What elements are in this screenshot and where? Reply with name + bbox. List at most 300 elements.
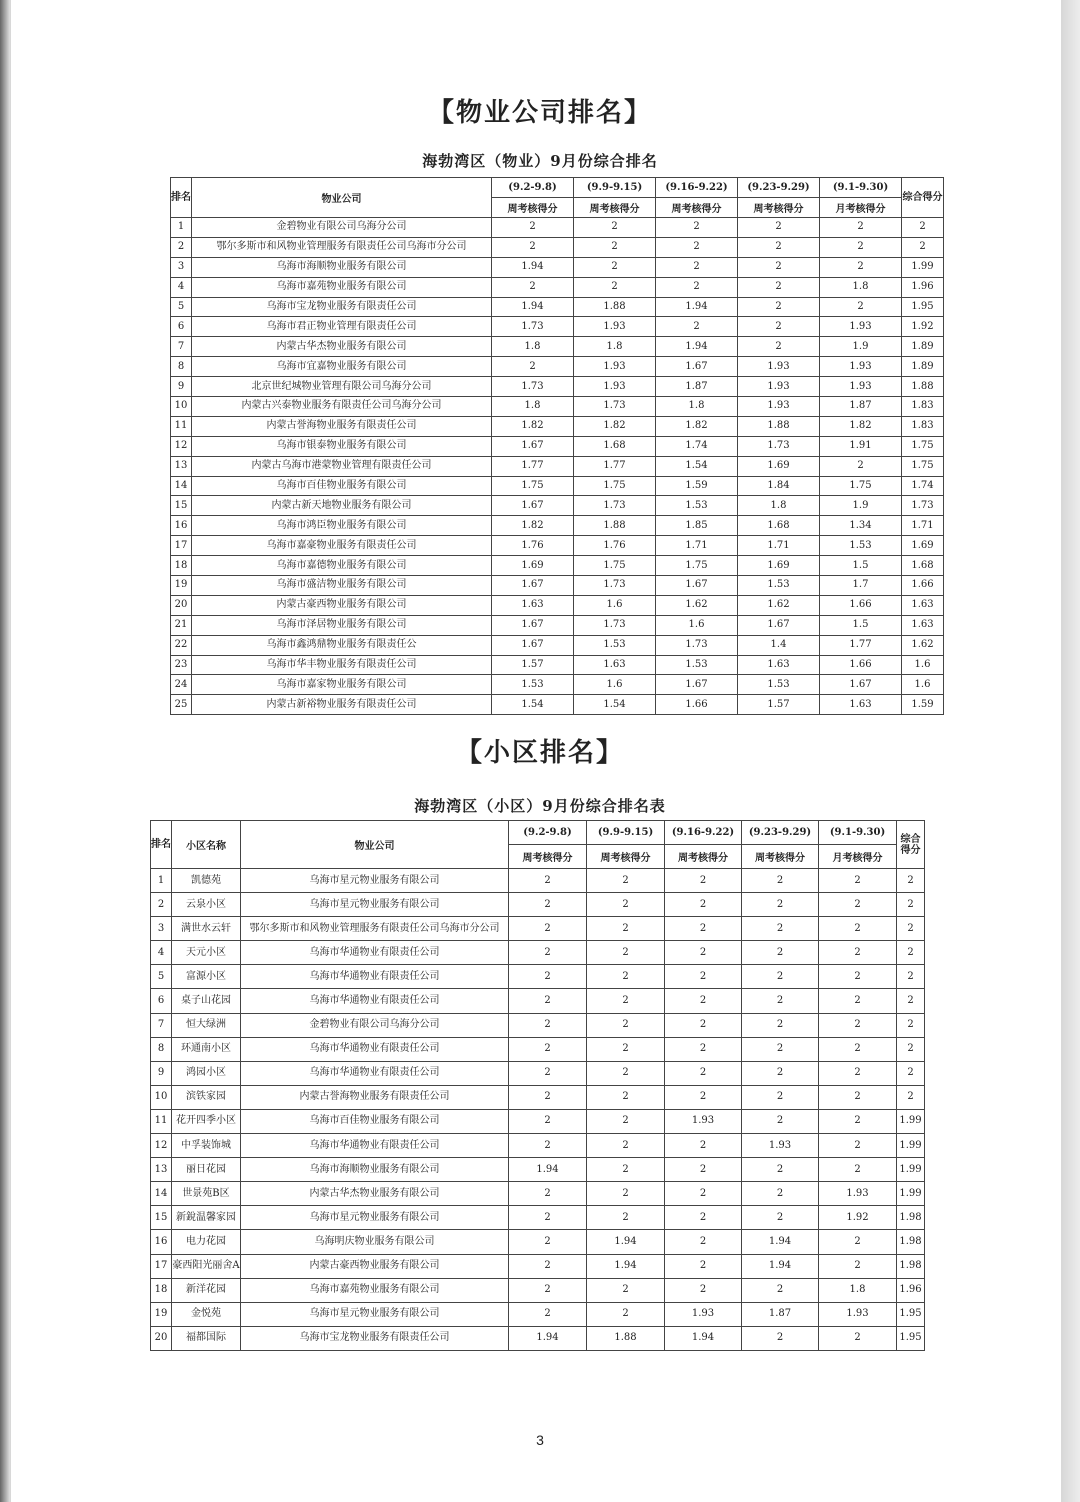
table-cell: 2 [492,277,574,297]
table-cell: 1.93 [819,1182,897,1206]
table-cell: 2 [819,1230,897,1254]
table-cell: 1.76 [492,536,574,556]
table-cell: 1.89 [902,357,944,377]
table-cell: 1.63 [574,655,656,675]
table-cell: 2 [509,917,587,941]
table-cell: 乌海市银泰物业服务有限公司 [192,436,492,456]
table-cell: 2 [819,1109,897,1133]
table-cell: 13 [171,456,192,476]
table-cell: 1.57 [738,695,820,715]
table-cell: 1.99 [897,1158,925,1182]
table-cell: 乌海市盛洁物业服务有限公司 [192,576,492,596]
table-cell: 2 [738,277,820,297]
table-cell: 1.88 [902,377,944,397]
table-cell: 金碧物业有限公司乌海分公司 [241,1013,509,1037]
table-cell: 1.63 [902,615,944,635]
table-cell: 2 [587,1134,665,1158]
table-cell: 1.96 [897,1278,925,1302]
table-row [171,436,944,456]
table-cell: 2 [897,989,925,1013]
table-row [151,1061,925,1085]
col-score-type-header: 周考核得分 [509,845,587,869]
table-cell: 1.59 [656,476,738,496]
table-cell: 2 [665,1254,742,1278]
table-cell: 2 [587,1158,665,1182]
table-cell: 1.67 [492,576,574,596]
table-cell: 2 [656,237,738,257]
table-cell: 1.57 [492,655,574,675]
table-row [151,1109,925,1133]
table-cell: 8 [171,357,192,377]
table-cell: 2 [897,965,925,989]
table-cell: 花开四季小区 [172,1109,241,1133]
table-cell: 2 [742,917,819,941]
table-row [171,635,944,655]
table-cell: 2 [587,869,665,893]
table-cell: 内蒙古豪西物业服务有限公司 [192,595,492,615]
table-row [151,941,925,965]
table-cell: 1 [171,218,192,238]
table-cell: 凯德苑 [172,869,241,893]
table-cell: 1.87 [742,1302,819,1326]
table-cell: 1.83 [902,397,944,417]
table-cell: 2 [820,297,902,317]
table-cell: 1.69 [902,536,944,556]
table-cell: 1.67 [492,635,574,655]
table-cell: 20 [151,1326,172,1350]
table-row [171,695,944,715]
table-cell: 5 [151,965,172,989]
table-cell: 2 [665,989,742,1013]
col-total-header: 综合得分 [902,178,944,218]
table-cell: 2 [492,237,574,257]
community-ranking-table [150,820,925,1351]
table-cell: 2 [820,218,902,238]
table-cell: 1.75 [902,456,944,476]
table-cell: 1.94 [742,1254,819,1278]
table-cell: 1.77 [492,456,574,476]
table-cell: 桌子山花园 [172,989,241,1013]
table-cell: 1.95 [897,1326,925,1350]
table-cell: 乌海市宜嘉物业服务有限公司 [192,357,492,377]
table-cell: 1.93 [738,397,820,417]
table-cell: 福都国际 [172,1326,241,1350]
table-cell: 1.67 [820,675,902,695]
table-cell: 2 [587,1037,665,1061]
table-cell: 2 [819,1134,897,1158]
table-cell: 25 [171,695,192,715]
table-cell: 1.87 [820,397,902,417]
table-cell: 1.94 [492,297,574,317]
table-row [171,377,944,397]
table-cell: 11 [151,1109,172,1133]
table-cell: 1.53 [738,675,820,695]
table-cell: 1.8 [820,277,902,297]
table-cell: 19 [171,576,192,596]
table-cell: 2 [742,941,819,965]
table-cell: 2 [587,1085,665,1109]
table-cell: 1.74 [656,436,738,456]
table-cell: 乌海市泽居物业服务有限公司 [192,615,492,635]
table-row [151,1206,925,1230]
table-cell: 乌海市华通物业有限责任公司 [241,989,509,1013]
table-cell: 1.69 [738,556,820,576]
table-cell: 2 [742,893,819,917]
table-cell: 1.99 [902,257,944,277]
table-cell: 2 [509,1182,587,1206]
col-period-header: (9.1-9.30) [819,821,897,845]
table-cell: 1.63 [902,595,944,615]
table-cell: 1.66 [656,695,738,715]
table-cell: 2 [742,1013,819,1037]
table-cell: 1.82 [492,516,574,536]
table-cell: 1.84 [738,476,820,496]
table-cell: 2 [656,218,738,238]
table-cell: 1.59 [902,695,944,715]
col-period-header: (9.1-9.30) [820,178,902,198]
table-cell: 1.53 [656,655,738,675]
table-cell: 1.54 [492,695,574,715]
table-cell: 2 [509,1013,587,1037]
table-cell: 2 [665,965,742,989]
table-cell: 4 [171,277,192,297]
table-row [171,456,944,476]
table-cell: 2 [665,1206,742,1230]
table-row [171,297,944,317]
table-cell: 2 [509,1109,587,1133]
table-cell: 1.83 [902,416,944,436]
col-score-type-header: 周考核得分 [738,198,820,218]
table-cell: 乌海市百佳物业服务有限公司 [241,1109,509,1133]
table-cell: 2 [665,869,742,893]
table-cell: 8 [151,1037,172,1061]
col-score-type-header: 周考核得分 [656,198,738,218]
table-row [151,917,925,941]
table-cell: 1.93 [819,1302,897,1326]
table-row [171,476,944,496]
table-cell: 5 [171,297,192,317]
table-cell: 3 [171,257,192,277]
table-cell: 1.98 [897,1254,925,1278]
table-cell: 乌海市宝龙物业服务有限责任公司 [192,297,492,317]
table-cell: 1.93 [665,1302,742,1326]
table-cell: 12 [151,1134,172,1158]
table-cell: 2 [509,893,587,917]
table-cell: 2 [819,869,897,893]
table-cell: 2 [171,237,192,257]
table-cell: 2 [587,1013,665,1037]
table-cell: 1.73 [738,436,820,456]
table-cell: 2 [819,893,897,917]
table-cell: 乌海市鑫鸿鼎物业服务有限责任公 [192,635,492,655]
table-cell: 1.88 [574,297,656,317]
table-cell: 1.95 [902,297,944,317]
table-cell: 1.73 [656,635,738,655]
table-cell: 1.67 [738,615,820,635]
table-cell: 2 [587,1109,665,1133]
table-cell: 2 [742,1037,819,1061]
table-cell: 1.67 [656,357,738,377]
table-cell: 16 [171,516,192,536]
table-cell: 1.66 [820,595,902,615]
table-cell: 18 [171,556,192,576]
table-row [151,1085,925,1109]
table-cell: 丽日花园 [172,1158,241,1182]
table-cell: 乌海市华丰物业服务有限责任公司 [192,655,492,675]
table-cell: 1.6 [574,595,656,615]
table-cell: 2 [587,989,665,1013]
table-row [171,496,944,516]
table-cell: 1.76 [574,536,656,556]
table-cell: 1.53 [574,635,656,655]
table-row [151,1182,925,1206]
table-cell: 电力花园 [172,1230,241,1254]
table-cell: 1.82 [656,416,738,436]
table-row [171,277,944,297]
table-cell: 1.94 [742,1230,819,1254]
table-cell: 1.6 [656,615,738,635]
table-cell: 2 [738,218,820,238]
table-cell: 2 [492,357,574,377]
col-period-header: (9.16-9.22) [656,178,738,198]
table-cell: 1.4 [738,635,820,655]
table-cell: 1.93 [820,317,902,337]
table-cell: 1.94 [587,1230,665,1254]
table-cell: 2 [665,1085,742,1109]
table-cell: 2 [819,989,897,1013]
table-cell: 20 [171,595,192,615]
table-cell: 乌海市海顺物业服务有限公司 [241,1158,509,1182]
table-cell: 2 [665,917,742,941]
table-cell: 1.91 [820,436,902,456]
table-row [151,1037,925,1061]
table-cell: 1.73 [902,496,944,516]
table-row [151,1278,925,1302]
table-cell: 23 [171,655,192,675]
table-cell: 乌海市嘉苑物业服务有限公司 [241,1278,509,1302]
table-cell: 北京世纪城物业管理有限公司乌海分公司 [192,377,492,397]
table-cell: 1.94 [492,257,574,277]
table-cell: 内蒙古豪西物业服务有限公司 [241,1254,509,1278]
table-cell: 2 [742,1109,819,1133]
table-cell: 鄂尔多斯市和风物业管理服务有限责任公司乌海市分公司 [192,237,492,257]
table-cell: 1.8 [819,1278,897,1302]
table-cell: 2 [509,1085,587,1109]
table-cell: 1.93 [742,1134,819,1158]
table-cell: 1.99 [897,1182,925,1206]
table-cell: 新洋花园 [172,1278,241,1302]
table-cell: 1.88 [574,516,656,536]
table-cell: 1 [151,869,172,893]
table-cell: 1.53 [738,576,820,596]
col-rank-header: 排名 [171,178,192,218]
table-cell: 2 [742,1085,819,1109]
table-cell: 2 [819,1254,897,1278]
table-cell: 1.77 [574,456,656,476]
table-cell: 2 [509,1302,587,1326]
table-cell: 1.8 [738,496,820,516]
table-cell: 7 [171,337,192,357]
table-cell: 乌海市华通物业有限责任公司 [241,965,509,989]
table-cell: 2 [819,941,897,965]
table-cell: 滨铁家园 [172,1085,241,1109]
table-cell: 22 [171,635,192,655]
table-cell: 1.73 [574,496,656,516]
table-cell: 9 [151,1061,172,1085]
table-row [151,1326,925,1350]
table-cell: 1.75 [574,556,656,576]
table-cell: 环通南小区 [172,1037,241,1061]
table-cell: 19 [151,1302,172,1326]
table-cell: 2 [742,1182,819,1206]
table-cell: 2 [897,893,925,917]
col-company-header: 物业公司 [192,178,492,218]
table-cell: 4 [151,941,172,965]
table-cell: 乌海市星元物业服务有限公司 [241,1206,509,1230]
col-score-type-header: 周考核得分 [665,845,742,869]
table-cell: 2 [819,1037,897,1061]
table-cell: 天元小区 [172,941,241,965]
section2-title: 【小区排名】 [455,738,624,768]
table-cell: 2 [574,257,656,277]
table-cell: 1.75 [656,556,738,576]
table-cell: 新銳温馨家园 [172,1206,241,1230]
table-row [171,337,944,357]
table-cell: 2 [742,989,819,1013]
table-cell: 乌海市星元物业服务有限公司 [241,893,509,917]
table-cell: 2 [738,257,820,277]
table-cell: 1.62 [902,635,944,655]
col-period-header: (9.9-9.15) [587,821,665,845]
table-cell: 2 [897,1013,925,1037]
table-cell: 2 [665,1230,742,1254]
table-cell: 乌海市嘉德物业服务有限公司 [192,556,492,576]
table-cell: 9 [171,377,192,397]
table-cell: 2 [509,1061,587,1085]
table-row [171,257,944,277]
table-cell: 乌海市华通物业有限责任公司 [241,1037,509,1061]
table-cell: 乌海市宝龙物业服务有限责任公司 [241,1326,509,1350]
table-row [151,1254,925,1278]
col-score-type-header: 周考核得分 [492,198,574,218]
page-number: 3 [536,1432,544,1448]
table-cell: 金悦苑 [172,1302,241,1326]
col-period-header: (9.2-9.8) [509,821,587,845]
table-cell: 金碧物业有限公司乌海分公司 [192,218,492,238]
table-row [151,989,925,1013]
table-cell: 1.68 [902,556,944,576]
table-cell: 1.75 [574,476,656,496]
table-cell: 1.93 [574,377,656,397]
table-cell: 1.92 [902,317,944,337]
table-cell: 1.98 [897,1230,925,1254]
table-cell: 1.67 [656,675,738,695]
table-cell: 1.6 [902,675,944,695]
table-cell: 1.69 [492,556,574,576]
table-cell: 2 [665,941,742,965]
table-cell: 1.73 [574,576,656,596]
table-cell: 2 [819,1013,897,1037]
table-row [171,317,944,337]
table-cell: 1.9 [820,337,902,357]
table-cell: 15 [151,1206,172,1230]
section2-table-title: 海勃湾区（小区）9月份综合排名表 [414,797,666,815]
table-cell: 13 [151,1158,172,1182]
table-cell: 1.6 [902,655,944,675]
table-cell: 2 [742,1206,819,1230]
table-cell: 2 [742,1061,819,1085]
col-period-header: (9.23-9.29) [738,178,820,198]
table-cell: 乌海市君正物业管理有限责任公司 [192,317,492,337]
table-cell: 1.6 [574,675,656,695]
table-cell: 11 [171,416,192,436]
table-row [171,536,944,556]
table-row [171,237,944,257]
table-cell: 2 [819,917,897,941]
table-cell: 2 [509,1037,587,1061]
table-cell: 2 [574,277,656,297]
table-cell: 2 [738,317,820,337]
table-cell: 2 [509,1134,587,1158]
table-cell: 2 [587,893,665,917]
table-cell: 2 [509,1278,587,1302]
col-score-type-header: 周考核得分 [587,845,665,869]
table-row [171,357,944,377]
table-cell: 1.71 [738,536,820,556]
table-cell: 2 [574,218,656,238]
table-cell: 1.68 [574,436,656,456]
table-cell: 乌海市星元物业服务有限公司 [241,1302,509,1326]
table-cell: 2 [897,1037,925,1061]
table-cell: 2 [742,1158,819,1182]
table-cell: 1.53 [492,675,574,695]
col-score-type-header: 周考核得分 [742,845,819,869]
company-ranking-table [170,177,944,715]
col-rank-header: 排名 [151,821,172,869]
table-cell: 内蒙古华杰物业服务有限公司 [241,1182,509,1206]
table-cell: 2 [738,237,820,257]
table-cell: 1.82 [492,416,574,436]
table-cell: 2 [742,869,819,893]
table-cell: 内蒙古新天地物业服务有限公司 [192,496,492,516]
table-cell: 2 [665,1013,742,1037]
table-row [171,675,944,695]
section1-title: 【物业公司排名】 [427,98,652,128]
table-cell: 1.89 [902,337,944,357]
table-cell: 恒大绿洲 [172,1013,241,1037]
table-cell: 2 [665,1061,742,1085]
table-row [151,869,925,893]
table-cell: 1.98 [897,1206,925,1230]
table-cell: 2 [738,297,820,317]
table-cell: 2 [587,941,665,965]
table-cell: 1.94 [656,297,738,317]
table-cell: 1.96 [902,277,944,297]
table-cell: 1.63 [738,655,820,675]
table-cell: 21 [171,615,192,635]
table-cell: 1.34 [820,516,902,536]
table-cell: 2 [656,277,738,297]
table-cell: 中孚装饰城 [172,1134,241,1158]
table-cell: 1.94 [665,1326,742,1350]
table-cell: 1.75 [902,436,944,456]
table-cell: 1.93 [820,377,902,397]
table-cell: 10 [151,1085,172,1109]
table-cell: 豪西阳光丽舍A [172,1254,241,1278]
table-cell: 1.66 [902,576,944,596]
table-cell: 2 [587,917,665,941]
table-cell: 2 [587,1206,665,1230]
